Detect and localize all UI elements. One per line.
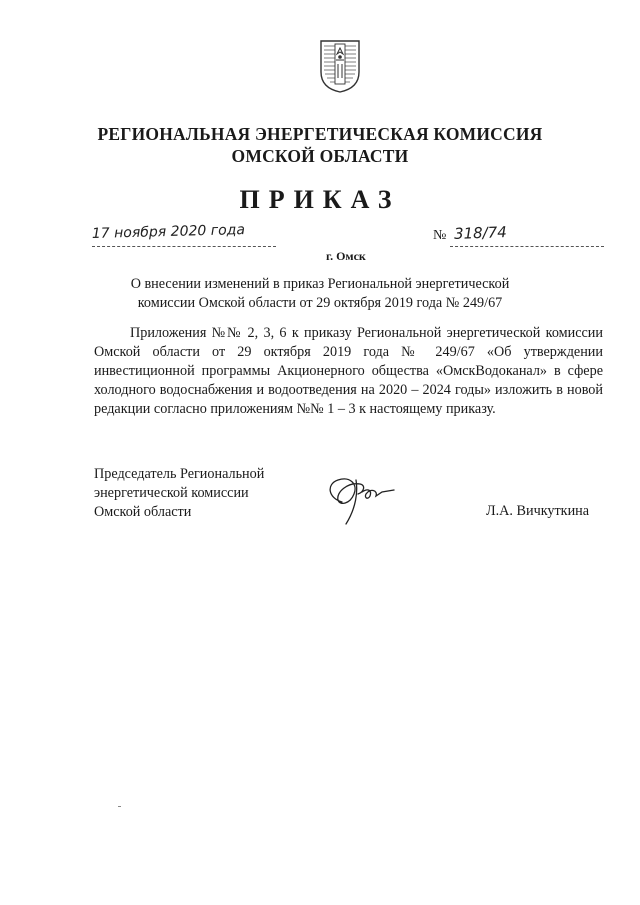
number-label: №	[433, 228, 447, 243]
organization-name: РЕГИОНАЛЬНАЯ ЭНЕРГЕТИЧЕСКАЯ КОМИССИЯ	[97, 124, 543, 144]
subject-line: комиссии Омской области от 29 октября 2019 года № 249/67	[137, 295, 503, 311]
signer-title-line: Омской области	[94, 504, 192, 520]
document-subject	[0, 275, 640, 313]
document-number: 318/74	[453, 223, 508, 243]
body-paragraph: Приложения №№ 2, 3, 6 к приказу Региональной энергетической комиссии Омской области от 29 октября 2019 года № 249/67 «Об утверждении инвестиционной программы Акционерного общества «ОмскВодоканал» в сфере холодного водоснабжения и водоотведения на 2020 – 2024 годы» изложить в новой редакции согласно приложениям №№ 1 – 3 к настоящему приказу.	[94, 325, 603, 417]
coat-of-arms-icon	[318, 38, 362, 94]
document-date: 17 ноября 2020 года	[91, 221, 246, 242]
signer-name: Л.А. Вичкуткина	[486, 503, 590, 519]
document-city: г. Омск	[326, 249, 366, 263]
scan-mark	[118, 806, 121, 807]
organization-region: ОМСКОЙ ОБЛАСТИ	[231, 146, 409, 166]
subject-line: О внесении изменений в приказ Региональной энергетической	[130, 276, 510, 292]
number-underline	[450, 246, 604, 247]
signer-title	[94, 465, 264, 522]
document-type-title: ПРИКАЗ	[239, 185, 401, 214]
signer-title-line: Председатель Региональной	[94, 466, 265, 482]
handwritten-signature	[320, 462, 400, 530]
signer-title-line: энергетической комиссии	[94, 485, 249, 501]
date-underline	[92, 246, 276, 247]
